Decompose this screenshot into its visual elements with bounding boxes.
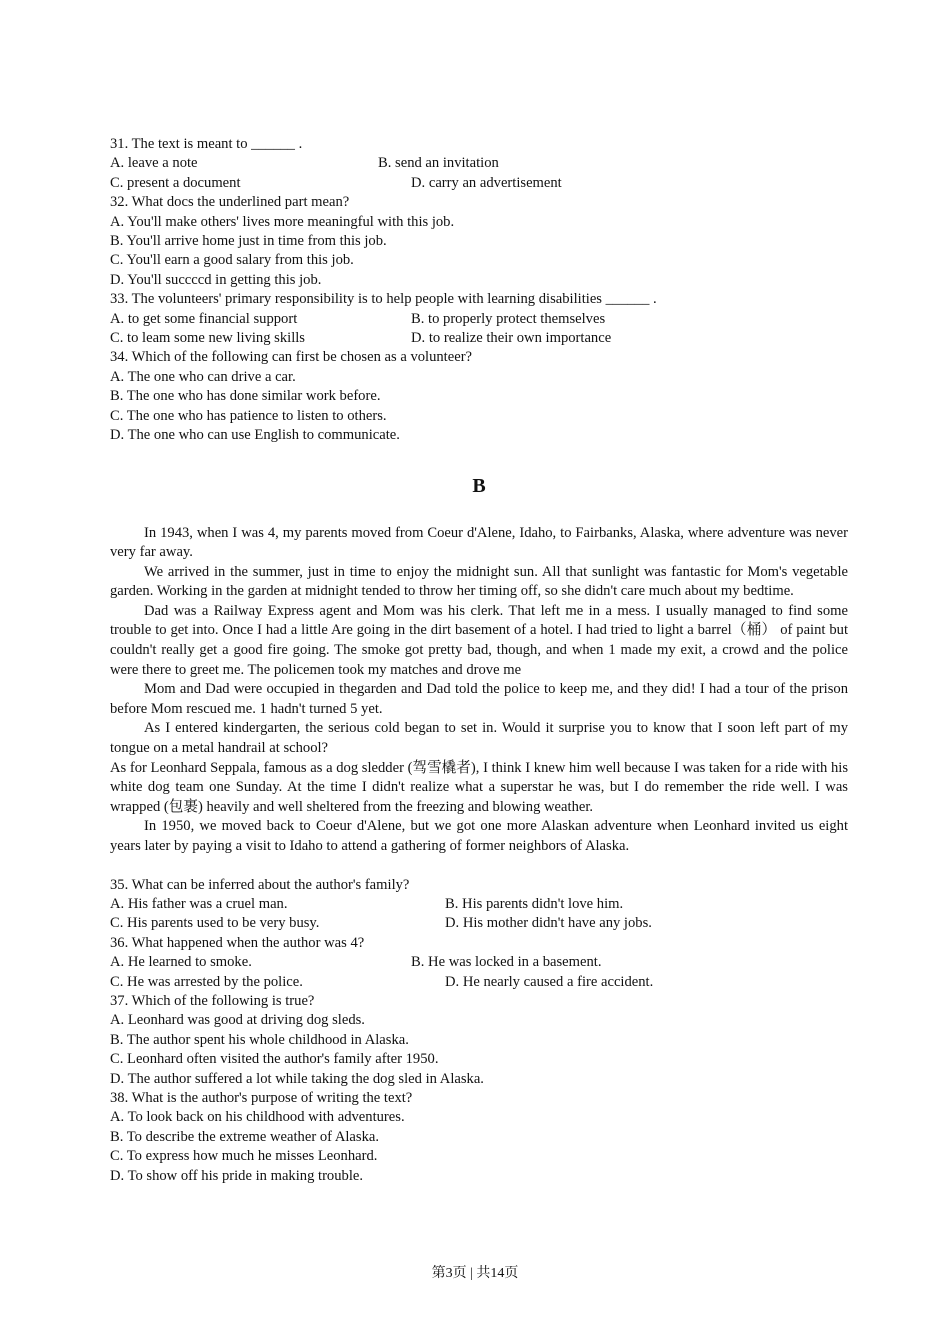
option-32-d: D. You'll succccd in getting this job. xyxy=(110,271,322,288)
option-33-a: A. to get some financial support xyxy=(110,310,298,327)
option-33-b: B. to properly protect themselves xyxy=(411,310,606,327)
option-34-c: C. The one who has patience to listen to others. xyxy=(110,407,387,424)
question-33-stem: 33. The volunteers' primary responsibility is to help people with learning disabilities ______ . xyxy=(110,291,657,308)
option-31-b: B. send an invitation xyxy=(378,155,499,172)
passage-paragraph: Dad was a Railway Express agent and Mom was his clerk. That left me in a mess. I usually managed to find some trouble to get into. Once I had a little Are going in the dirt basement of a hotel. I had tried to light a barrel（桶） of paint but couldn't really get a good fire going. The smoke got pretty bad, though, and when 1 made my exit, a crowd and the police were there to greet me. The policemen took my matches and drove me xyxy=(110,602,848,678)
option-36-d: D. He nearly caused a fire accident. xyxy=(445,973,654,990)
question-33-options-row2 xyxy=(110,329,848,348)
option-32-a: A. You'll make others' lives more meaningful with this job. xyxy=(110,213,455,230)
option-35-c: C. His parents used to be very busy. xyxy=(110,915,320,932)
option-34-b: B. The one who has done similar work before. xyxy=(110,388,381,405)
option-38-a: A. To look back on his childhood with adventures. xyxy=(110,1109,405,1126)
option-37-b: B. The author spent his whole childhood in Alaska. xyxy=(110,1031,409,1048)
option-38-c: C. To express how much he misses Leonhard. xyxy=(110,1148,378,1165)
passage-paragraph: In 1950, we moved back to Coeur d'Alene, but we got one more Alaskan adventure when Leonhard invited us eight years later by paying a visit to Idaho to attend a gathering of former neighbors of Alaska. xyxy=(110,818,848,854)
question-36-stem: 36. What happened when the author was 4? xyxy=(110,934,365,951)
option-36-b: B. He was locked in a basement. xyxy=(411,954,602,971)
question-31-options-row1 xyxy=(110,154,848,173)
option-38-b: B. To describe the extreme weather of Alaska. xyxy=(110,1128,380,1145)
question-35-options-row2 xyxy=(110,914,848,933)
question-35-options-row1 xyxy=(110,895,848,914)
passage-paragraph: As I entered kindergarten, the serious cold began to set in. Would it surprise you to know that I soon left part of my tongue on a metal handrail at school? xyxy=(110,720,848,757)
option-34-a: A. The one who can drive a car. xyxy=(110,368,296,385)
option-37-c: C. Leonhard often visited the author's family after 1950. xyxy=(110,1051,439,1068)
passage-paragraph: In 1943, when I was 4, my parents moved from Coeur d'Alene, Idaho, to Fairbanks, Alaska, where adventure was never very far away. xyxy=(110,524,848,561)
option-33-c: C. to leam some new living skills xyxy=(110,330,305,347)
question-32-stem: 32. What docs the underlined part mean? xyxy=(110,194,350,211)
option-32-b: B. You'll arrive home just in time from this job. xyxy=(110,233,387,250)
question-36-options-row1 xyxy=(110,953,848,972)
option-35-d: D. His mother didn't have any jobs. xyxy=(445,915,652,932)
question-36-options-row2 xyxy=(110,973,848,992)
exam-page xyxy=(110,135,848,1186)
option-35-b: B. His parents didn't love him. xyxy=(445,896,624,912)
question-34-stem: 34. Which of the following can first be chosen as a volunteer? xyxy=(110,349,473,366)
passage-paragraph: As for Leonhard Seppala, famous as a dog sledder (驾雪橇者), I think I knew him well because I was taken for a ride with his white dog team one Sunday. At the time I didn't realize what a superstar he was, but I do remember the ride well. I was wrapped (包裹) heavily and well sheltered from the freezing and blowing weather. xyxy=(110,759,848,815)
option-37-d: D. The author suffered a lot while taking the dog sled in Alaska. xyxy=(110,1070,484,1087)
question-31-options-row2 xyxy=(110,174,848,193)
option-34-d: D. The one who can use English to communicate. xyxy=(110,427,400,444)
option-31-c: C. present a document xyxy=(110,174,241,191)
option-38-d: D. To show off his pride in making trouble. xyxy=(110,1167,363,1184)
question-38-stem: 38. What is the author's purpose of writing the text? xyxy=(110,1090,413,1107)
passage-paragraph: We arrived in the summer, just in time to enjoy the midnight sun. All that sunlight was fantastic for Mom's vegetable garden. Working in the garden at midnight tended to throw her timing off, so she didn't care much about my bedtime. xyxy=(110,563,848,600)
question-33-options-row1 xyxy=(110,310,848,329)
option-33-d: D. to realize their own importance xyxy=(411,330,612,347)
option-31-a: A. leave a note xyxy=(110,155,198,172)
option-36-a: A. He learned to smoke. xyxy=(110,954,252,971)
option-32-c: C. You'll earn a good salary from this job. xyxy=(110,252,354,269)
option-36-c: C. He was arrested by the police. xyxy=(110,973,303,990)
option-31-d: D. carry an advertisement xyxy=(411,174,562,191)
question-31-stem: 31. The text is meant to ______ . xyxy=(110,136,303,152)
option-37-a: A. Leonhard was good at driving dog sleds. xyxy=(110,1012,365,1029)
option-35-a: A. His father was a cruel man. xyxy=(110,896,288,912)
question-37-stem: 37. Which of the following is true? xyxy=(110,993,315,1010)
passage-paragraph: Mom and Dad were occupied in thegarden and Dad told the police to keep me, and they did! I had a tour of the prison before Mom rescued me. 1 hadn't turned 5 yet. xyxy=(110,681,848,717)
section-title: B xyxy=(472,474,486,497)
page-footer: 第3页 | 共14页 xyxy=(431,1266,519,1281)
question-35-stem: 35. What can be inferred about the author's family? xyxy=(110,876,410,893)
